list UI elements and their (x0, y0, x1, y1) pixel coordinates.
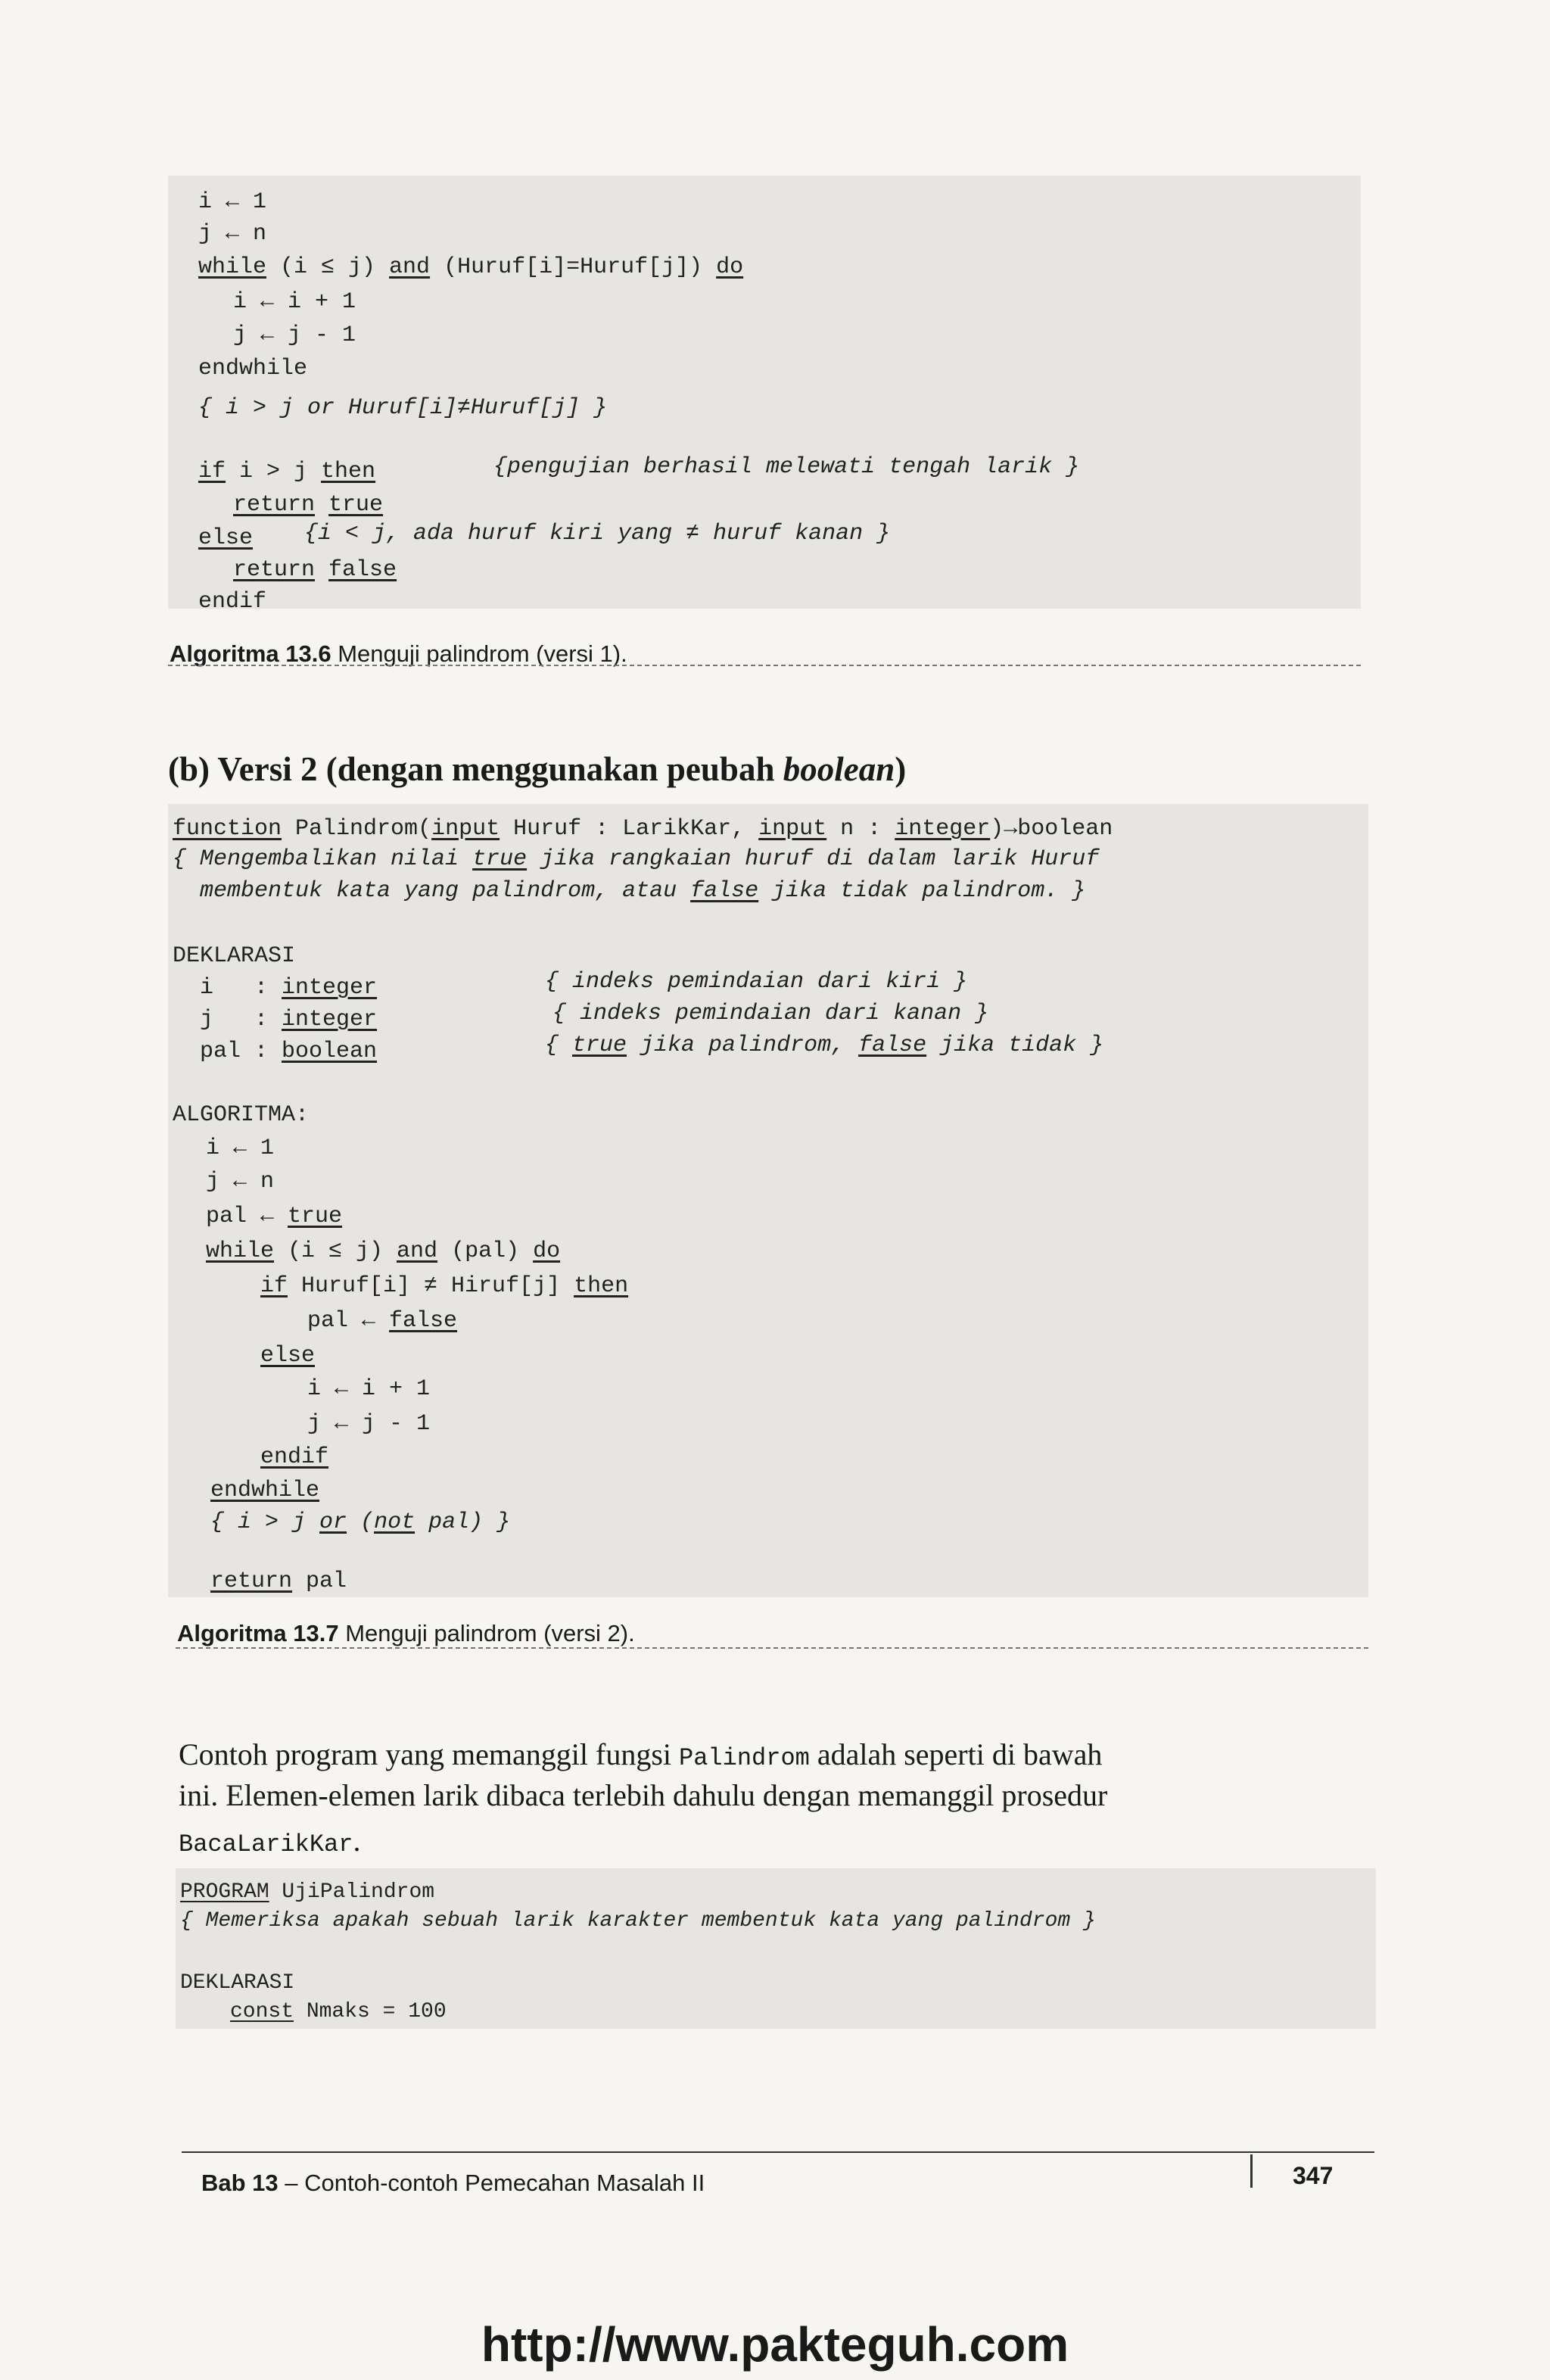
code-line: ALGORITMA: (173, 1102, 310, 1128)
code-line: pal : boolean (173, 1039, 378, 1064)
code-line: DEKLARASI (173, 943, 296, 969)
code-line: DEKLARASI (180, 1971, 295, 1995)
code-line: j ← n (198, 221, 267, 247)
code-line: i ← 1 (206, 1135, 275, 1161)
code-line: if Huruf[i] ≠ Hiruf[j] then (260, 1273, 629, 1299)
code-comment: { Mengembalikan nilai true jika rangkaian huruf di dalam larik Huruf (173, 846, 1100, 872)
code-line: pal ← true (206, 1204, 343, 1229)
code-comment: { true jika palindrom, false jika tidak } (545, 1033, 1104, 1058)
code-comment: membentuk kata yang palindrom, atau false jika tidak palindrom. } (173, 878, 1086, 904)
code-line: while (i ≤ j) and (pal) do (206, 1238, 561, 1264)
page-number: 347 (1293, 2162, 1334, 2189)
code-line: i ← i + 1 (307, 1376, 431, 1402)
code-comment: { i > j or Huruf[i]≠Huruf[j] } (198, 395, 608, 421)
algorithm-13-6-code (168, 176, 1361, 615)
footer-separator (1250, 2154, 1253, 2188)
website-url: http://www.pakteguh.com (481, 2317, 1069, 2372)
code-line: endwhile (210, 1478, 320, 1503)
code-line: j ← j - 1 (307, 1411, 431, 1437)
code-line: i ← 1 (198, 189, 267, 215)
code-comment: { i > j or (not pal) } (210, 1509, 511, 1535)
code-line: j : integer (173, 1007, 378, 1033)
code-line: j ← n (206, 1169, 275, 1195)
code-line: i : integer (173, 975, 378, 1001)
code-line: return false (233, 557, 397, 583)
code-line: function Palindrom(input Huruf : LarikKar, input n : integer)→boolean (173, 816, 1113, 842)
algorithm-13-6-caption: Algoritma 13.6 Menguji palindrom (versi 1). (170, 640, 627, 667)
caption-divider (168, 665, 1361, 666)
code-line: endif (198, 589, 267, 615)
code-comment: {pengujian berhasil melewati tengah larik } (493, 454, 1080, 480)
code-comment: {i < j, ada huruf kiri yang ≠ huruf kanan } (304, 521, 891, 547)
code-line: return pal (210, 1568, 347, 1594)
code-line: while (i ≤ j) and (Huruf[i]=Huruf[j]) do (198, 254, 744, 280)
code-comment: { indeks pemindaian dari kiri } (545, 969, 968, 995)
code-line: return true (233, 492, 384, 518)
code-line: else (260, 1343, 316, 1369)
code-line: endif (260, 1444, 329, 1470)
code-line: i ← i + 1 (233, 289, 356, 315)
footer-rule (182, 2151, 1374, 2153)
footer-chapter: Bab 13 – Contoh-contoh Pemecahan Masalah II (201, 2170, 705, 2196)
caption-divider (176, 1647, 1368, 1649)
code-line: endwhile (198, 356, 308, 382)
code-comment: { Memeriksa apakah sebuah larik karakter membentuk kata yang palindrom } (180, 1909, 1096, 1933)
section-heading: (b) Versi 2 (dengan menggunakan peubah boolean) (168, 750, 907, 788)
algorithm-13-7-caption: Algoritma 13.7 Menguji palindrom (versi 2). (177, 1620, 635, 1646)
code-line: else (198, 525, 254, 551)
code-line: PROGRAM UjiPalindrom (180, 1880, 435, 1904)
algorithm-13-7-code (168, 804, 1368, 1597)
code-line: j ← j - 1 (233, 322, 356, 348)
body-paragraph-line: ini. Elemen-elemen larik dibaca terlebih dahulu dengan memanggil prosedur (179, 1778, 1108, 1812)
body-paragraph-line: Contoh program yang memanggil fungsi Palindrom adalah seperti di bawah (179, 1737, 1103, 1772)
code-comment: { indeks pemindaian dari kanan } (552, 1001, 989, 1026)
program-code (176, 1868, 1376, 2029)
code-line: const Nmaks = 100 (230, 2000, 447, 2023)
body-paragraph-line: BacaLarikKar. (179, 1824, 361, 1858)
code-line: if i > j then (198, 459, 376, 484)
code-line: pal ← false (307, 1308, 458, 1334)
